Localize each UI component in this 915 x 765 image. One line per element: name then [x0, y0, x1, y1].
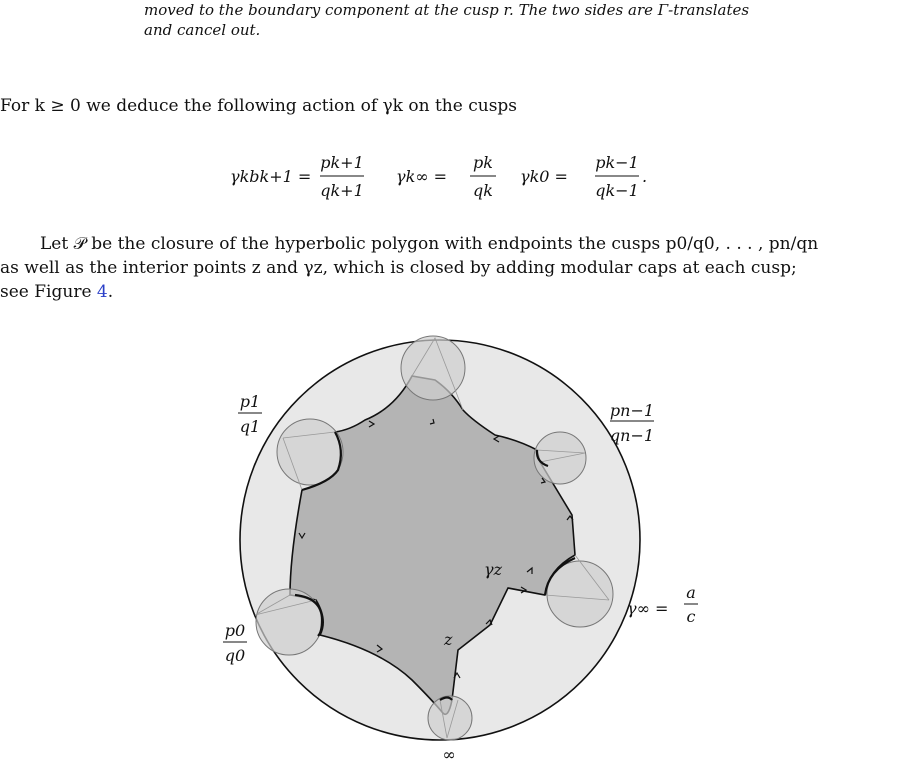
- eq-term1-denominator: qk+1: [320, 181, 364, 200]
- label-p0: p0: [224, 621, 246, 640]
- eq-period: .: [642, 167, 648, 186]
- eq-term1-lhs: γkbk+1 =: [230, 167, 312, 186]
- eq-term3-lhs: γk0 =: [520, 167, 568, 186]
- eq-term2-numerator: pk: [473, 153, 493, 172]
- paragraph-1: For k ≥ 0 we deduce the following action of γk on the cusps: [0, 96, 518, 116]
- label-qn1: qn−1: [609, 426, 655, 445]
- caption-line-1: moved to the boundary component at the cusp r. The two sides are Γ-translates: [144, 1, 750, 19]
- label-gamma-z: γz: [484, 560, 502, 579]
- label-gamma-inf: γ∞ =: [627, 599, 669, 618]
- eq-term2-denominator: qk: [473, 181, 493, 200]
- label-q0: q0: [224, 646, 246, 665]
- cap-inf: [428, 696, 472, 740]
- figure-ref-suffix: .: [107, 282, 114, 302]
- label-infinity: ∞: [442, 745, 456, 764]
- eq-term3-denominator: qk−1: [595, 181, 639, 200]
- paragraph-2-line-1: Let 𝒫 be the closure of the hyperbolic polygon with endpoints the cusps p0/q0, . . . , pn/qn: [40, 234, 819, 254]
- eq-term1-numerator: pk+1: [320, 153, 364, 172]
- eq-term2-lhs: γk∞ =: [396, 167, 448, 186]
- label-pn1: pn−1: [609, 401, 655, 420]
- figure-ref-link[interactable]: 4: [96, 282, 108, 302]
- label-a: a: [686, 583, 696, 602]
- label-z: z: [444, 630, 453, 649]
- eq-term3-numerator: pk−1: [595, 153, 639, 172]
- cap-p0: [256, 589, 322, 655]
- label-c: c: [686, 607, 696, 626]
- paragraph-2-line-2: as well as the interior points z and γz, which is closed by adding modular caps at each cusp;: [0, 258, 797, 278]
- figure-ref-prefix: see Figure: [0, 282, 92, 302]
- label-q1: q1: [239, 417, 261, 436]
- caption-line-2: and cancel out.: [144, 21, 261, 39]
- label-p1: p1: [239, 392, 261, 411]
